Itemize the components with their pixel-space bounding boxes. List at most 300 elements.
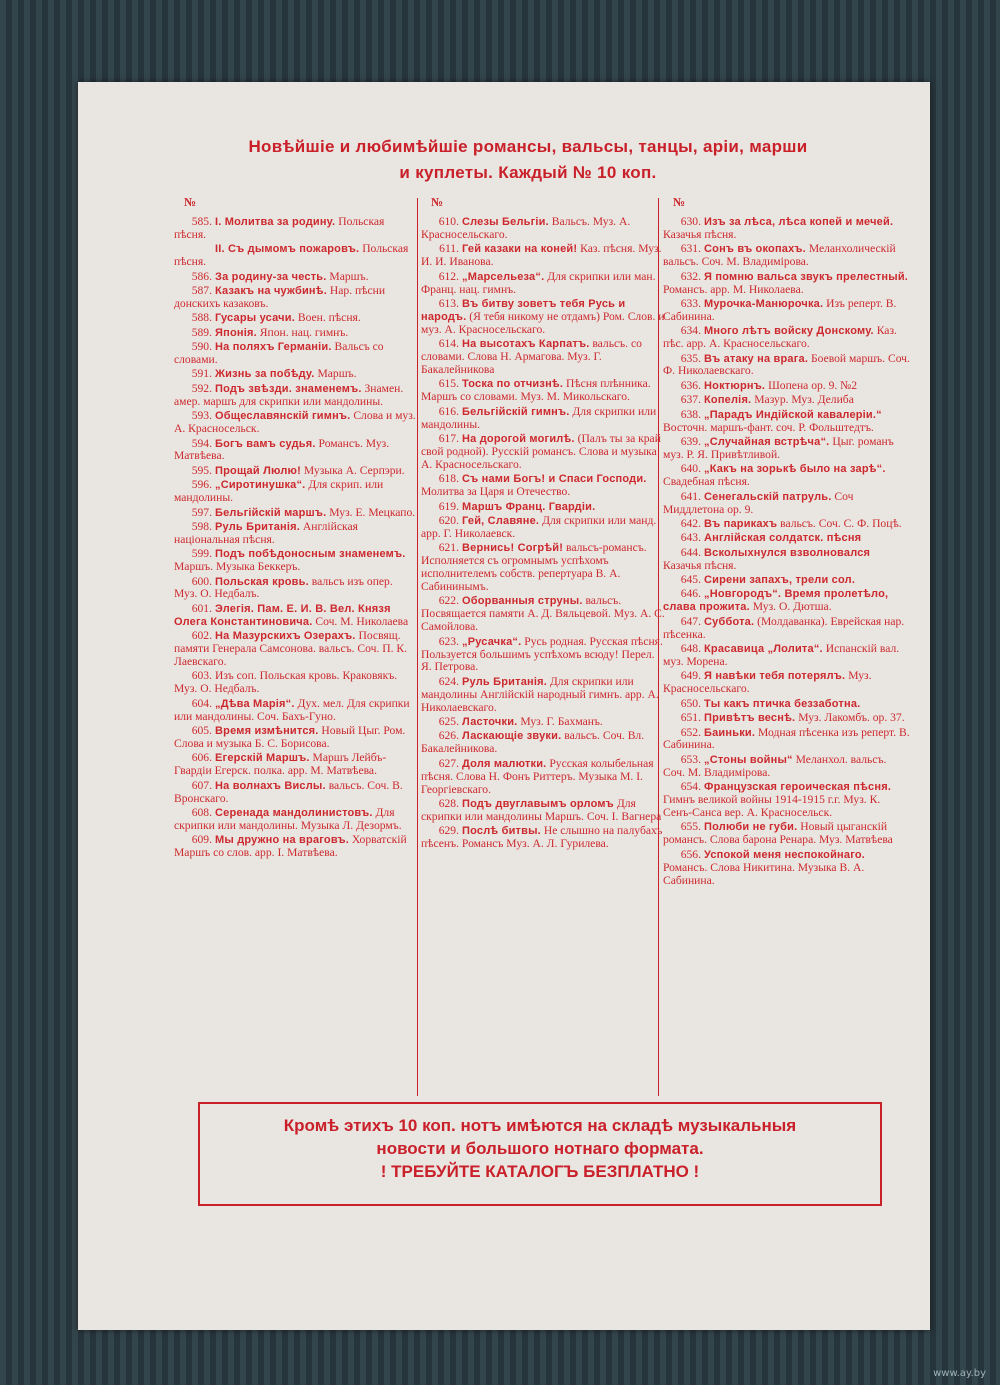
entry-number: 648. (680, 642, 701, 656)
entry-title: Я навѣки тебя потерялъ. (704, 670, 846, 683)
entry-number: 627. (438, 756, 459, 770)
entry-number: 594. (191, 436, 212, 450)
entry-number: 645. (680, 573, 701, 587)
entry-description: (Палъ ты за край свой родной). Русскiй романсъ. Слова и музыка А. Красносельскаго. (421, 432, 661, 471)
entry-description: Новый цыганскiй романсъ. Слова барона Ренара. Муз. Матвѣева (663, 820, 893, 847)
entry-number: 616. (438, 404, 459, 418)
entry-title: Въ атаку на врага. (704, 352, 809, 365)
entry-title: Серенада мандолинистовъ. (215, 806, 373, 819)
catalog-entry (174, 576, 416, 602)
catalog-entry (663, 271, 911, 297)
entry-description: Для скрипки или мандолины. Музыка Л. Дезормъ. (174, 805, 402, 832)
catalog-entry (174, 548, 416, 574)
entry-description: Для скрип. или мандолины. (174, 478, 384, 505)
entry-number: 647. (680, 614, 701, 628)
entry-title: Тоска по отчизнѣ. (462, 378, 564, 391)
entry-description: Нар. пѣсни донскихъ казаковъ. (174, 284, 386, 310)
entry-title: Суббота. (704, 615, 755, 628)
catalog-sheet (78, 82, 930, 1330)
entry-number: 600. (191, 574, 212, 588)
entry-title: Время измѣнится. (215, 725, 319, 738)
title-line-1: Новѣйшiе и любимѣйшiе романсы, вальсы, танцы, арiи, марши (248, 137, 808, 156)
entry-number: 634. (680, 324, 701, 338)
catalog-entry (663, 754, 911, 780)
entry-number: 592. (191, 381, 212, 395)
entry-title: На волнахъ Вислы. (215, 779, 326, 792)
entry-title: „Стоны войны“ (704, 753, 793, 766)
entry-description: Англiйская нацiональная пѣсня. (174, 519, 358, 546)
entry-description: Казачья пѣсня. (663, 227, 737, 241)
catalog-entry (421, 730, 665, 756)
entry-title: Послѣ битвы. (462, 825, 541, 838)
entry-number: 597. (191, 505, 212, 519)
entry-description: Соч Миддлетона ор. 9. (663, 489, 854, 516)
entry-title: Ласточки. (462, 716, 518, 729)
entry-title: Въ битву зоветъ тебя Русь и народъ. (421, 297, 626, 323)
entry-description: Русь родная. Русская пѣсня. Пользуется большимъ успѣхомъ всюду! Перел. Я. Петрова. (421, 634, 663, 674)
entry-number: 654. (680, 780, 701, 794)
entry-title: Гей казаки на коней! (462, 243, 578, 256)
catalog-entry (663, 588, 911, 614)
catalog-entry (174, 725, 416, 751)
catalog-entry (174, 383, 416, 409)
catalog-entry (174, 479, 416, 505)
catalog-entry (663, 380, 911, 393)
entry-title: „Парадъ Индiйской кавалерiи.“ (704, 408, 882, 421)
catalog-entry (663, 409, 911, 435)
entry-number: 585. (191, 215, 212, 228)
page-title (218, 134, 838, 186)
entry-number: 589. (191, 325, 212, 339)
entry-description: Романсъ. Слова Никитина. Музыка В. А. Сабинина. (663, 860, 865, 887)
entry-number: 598. (191, 519, 212, 533)
entry-number: 603. (191, 669, 212, 683)
entry-description: Япон. нац. гимнъ. (259, 325, 349, 339)
entry-title: Французская героическая пѣсня. (704, 781, 892, 794)
catalog-entry (421, 798, 665, 824)
catalog-entry (663, 547, 911, 573)
entry-number: 643. (680, 531, 701, 545)
entry-description: Гимнъ великой войны 1914-1915 г.г. Муз. К. Сенъ-Санса вер. А. Красносельск. (663, 793, 881, 819)
catalog-column-2 (421, 196, 665, 853)
column-header: № (431, 195, 444, 209)
entry-title: Ласкающiе звуки. (462, 730, 562, 743)
entry-number: 622. (438, 594, 459, 608)
entry-description: Пѣсня плѣнника. Маршъ со словами. Муз. М. Микольскаго. (421, 377, 651, 404)
entry-description: Для скрипки или мандолины. (421, 404, 657, 431)
catalog-entry (663, 670, 911, 696)
catalog-entry (421, 473, 665, 499)
entry-title: Ноктюрнъ. (704, 379, 766, 392)
entry-title: Съ нами Богъ! и Спаси Господи. (462, 473, 647, 486)
catalog-entry (421, 338, 665, 377)
entry-number: 626. (438, 729, 459, 743)
catalog-entry (174, 603, 416, 629)
entry-description: Муз. Е. Мецкапо. (329, 505, 416, 519)
entry-number: 601. (191, 601, 212, 615)
entry-title: „Дѣва Марiя“. (215, 697, 295, 710)
catalog-entry (174, 271, 416, 284)
entry-description: вальсъ. со словами. Слова Н. Армагова. Муз. Г. Бакалейникова (421, 337, 642, 376)
catalog-entry (663, 712, 911, 725)
entry-title: Успокой меня неспокойнаго. (704, 848, 866, 861)
entry-number: 617. (438, 432, 459, 445)
entry-number: 656. (680, 847, 701, 861)
entry-number: 586. (191, 269, 212, 283)
catalog-entry (174, 521, 416, 547)
catalog-entry (663, 353, 911, 379)
entry-title: „Русачка“. (462, 635, 522, 648)
entry-number: 607. (191, 778, 212, 792)
entry-description: Изъ соп. Польская кровь. Краковякъ. Муз. О. Недбалъ. (174, 669, 398, 696)
entry-number: 613. (438, 296, 459, 310)
catalog-entry (174, 807, 416, 833)
entry-number: 587. (191, 284, 212, 298)
catalog-entry (663, 727, 911, 753)
entry-number: 640. (680, 462, 701, 476)
entry-description: Не слышно на палубахъ пѣсенъ. Романсъ Муз. А. Л. Гурилева. (421, 824, 663, 851)
entry-number: 635. (680, 351, 701, 365)
entry-title: Сирени запахъ, трели сол. (704, 574, 856, 587)
entry-title: Копелiя. (704, 394, 752, 407)
catalog-entry (421, 501, 665, 514)
catalog-column-1 (174, 196, 416, 862)
entry-number: 619. (438, 499, 459, 513)
entry-title: II. Съ дымомъ пожаровъ. (215, 243, 360, 256)
entry-number: 646. (680, 587, 701, 601)
catalog-entry (421, 595, 665, 634)
catalog-entry (174, 216, 416, 242)
entry-description: Меланхолическiй вальсъ. Соч. М. Владимiрова. (663, 242, 896, 269)
catalog-entry (663, 518, 911, 531)
entry-number: 633. (680, 296, 701, 310)
entry-number: 624. (438, 674, 459, 688)
entry-number: 644. (680, 545, 701, 559)
entry-number: 591. (191, 367, 212, 381)
entry-number: 636. (680, 378, 701, 392)
entry-title: Доля малютки. (462, 757, 547, 770)
catalog-entry (663, 698, 911, 711)
entry-title: Вернись! Согрѣй! (462, 542, 564, 555)
catalog-entry (174, 368, 416, 381)
entry-number: 599. (191, 547, 212, 561)
catalog-entry (421, 271, 665, 297)
entry-description: Модная пѣсенка изъ реперт. В. Сабинина. (663, 725, 910, 752)
catalog-entry (174, 410, 416, 436)
entry-number: 606. (191, 751, 212, 765)
catalog-entry (421, 758, 665, 797)
entry-number: 630. (680, 215, 701, 228)
entry-description: Муз. Лакомбъ. ор. 37. (798, 711, 905, 725)
entry-title: На Мазурскихъ Озерахъ. (215, 630, 356, 643)
entry-description: вальсъ. Посвящается памяти А. Д. Вяльцевой. Муз. А. С. Самойлова. (421, 594, 665, 634)
catalog-entry (174, 312, 416, 325)
catalog-entry (421, 378, 665, 404)
entry-title: Много лѣтъ войску Донскому. (704, 325, 874, 338)
entry-number: 631. (680, 242, 701, 256)
catalog-entry (663, 463, 911, 489)
entry-description: Русская колыбельная пѣсня. Слова Н. Фонъ Риттеръ. Музыка М. I. Георгiевскаго. (421, 756, 654, 796)
entry-description: Воен. пѣсня. (297, 311, 361, 325)
entry-number: 588. (191, 311, 212, 325)
catalog-entry (663, 298, 911, 324)
entry-title: „Марсельеза“. (462, 270, 545, 283)
entry-number: 637. (680, 393, 701, 407)
entry-number: 639. (680, 435, 701, 448)
entry-title: Мурочка-Манюрочка. (704, 297, 824, 310)
entry-title: Всколыхнулся взволновался (704, 546, 871, 559)
entry-description: Посвящ. памяти Генерала Самсонова. вальсъ. Соч. П. К. Лаевскаго. (174, 629, 408, 668)
catalog-entry (421, 406, 665, 432)
catalog-entry (174, 698, 416, 724)
entry-description: Испанскiй вал. муз. Морена. (663, 642, 900, 668)
footer-notice (198, 1102, 882, 1206)
entry-number: 609. (191, 833, 212, 847)
catalog-entry (421, 636, 665, 675)
catalog-entry (663, 394, 911, 407)
entry-number: 610. (438, 215, 459, 228)
entry-title: Оборванныя струны. (462, 595, 583, 608)
entry-title: Егерскiй Маршъ. (215, 752, 310, 765)
column-divider (417, 198, 418, 1096)
catalog-entry (663, 532, 911, 545)
entry-title: Прощай Люлю! (215, 464, 301, 477)
entry-title: Гей, Славяне. (462, 514, 540, 527)
entry-title: Бельгiйскiй маршъ. (215, 506, 327, 519)
entry-title: Богъ вамъ судья. (215, 437, 316, 450)
entry-title: Общеславянскiй гимнъ. (215, 410, 351, 423)
entry-number: 652. (680, 725, 701, 739)
catalog-entry (174, 752, 416, 778)
entry-description: вальсъ-романсъ. Исполняется съ огромнымъ успѣхомъ исполнителемъ собств. репертуара В. А. Сабининымъ. (421, 541, 647, 593)
entry-number: 612. (438, 269, 459, 283)
entry-number: 605. (191, 724, 212, 738)
entry-number: 615. (438, 377, 459, 391)
entry-title: На высотахъ Карпатъ. (462, 338, 590, 351)
entry-description: вальсъ. Соч. С. Ф. Поцѣ. (780, 516, 902, 530)
entry-number: 638. (680, 407, 701, 421)
entry-description: Слова и муз. А. Красносельск. (174, 409, 416, 436)
entry-description: Муз. Г. Бахманъ. (520, 715, 603, 729)
entry-title: „Новгородъ“. Время пролетѣло, слава прожита. (663, 588, 889, 614)
entry-description: Мазур. Муз. Делиба (754, 393, 854, 407)
footer-line-2: новости и большого нотнаго формата. (376, 1139, 704, 1158)
catalog-entry (421, 542, 665, 594)
entry-number: 625. (438, 715, 459, 729)
entry-title: Мы дружно на враговъ. (215, 834, 349, 847)
entry-number: 655. (680, 820, 701, 834)
catalog-entry (663, 491, 911, 517)
entry-description: (Молдаванка). Еврейская нар. пѣсенка. (663, 614, 905, 641)
catalog-entry (421, 298, 665, 337)
entry-title: На дорогой могилѣ. (462, 433, 575, 445)
entry-number: 642. (680, 516, 701, 530)
catalog-entry (663, 643, 911, 669)
entry-description: Польская пѣсня. (174, 215, 385, 241)
catalog-column-3 (663, 196, 911, 889)
catalog-entry (421, 825, 665, 851)
catalog-entry (663, 243, 911, 269)
entry-title: Подъ побѣдоносным знаменемъ. (215, 548, 406, 561)
entry-title: Подъ двуглавымъ орломъ (462, 797, 614, 810)
entry-number: 653. (680, 752, 701, 766)
entry-description: Маршъ. (329, 269, 369, 283)
entry-number: 649. (680, 669, 701, 683)
entry-title: Красавица „Лолита“. (704, 643, 823, 656)
entry-number: 618. (438, 472, 459, 486)
entry-description: Романсъ. Муз. Матвѣева. (174, 436, 390, 463)
entry-description: Изъ реперт. В. Сабинина. (663, 296, 897, 323)
catalog-entry (421, 676, 665, 715)
catalog-entry (663, 574, 911, 587)
entry-number: 651. (680, 711, 701, 725)
entry-description: вальсъ. Соч. В. Вронскаго. (174, 778, 403, 805)
entry-description: Новый Цыг. Ром. Слова и музыка Б. С. Борисова. (174, 724, 406, 750)
entry-number: 628. (438, 796, 459, 810)
entry-number: 596. (191, 478, 212, 492)
entry-description: Музыка А. Серпэри. (303, 463, 405, 477)
entry-title: Сонъ въ окопахъ. (704, 243, 806, 256)
entry-description: (Я тебя никому не отдамъ) Ром. Слов. и муз. А. Красносельскаго. (421, 309, 665, 336)
watermark: www.ay.by (933, 1368, 986, 1379)
catalog-entry (421, 433, 665, 472)
catalog-entry (663, 325, 911, 351)
entry-title: Полюби не губи. (704, 821, 798, 834)
entry-title: I. Молитва за родину. (215, 216, 336, 228)
entry-title: „Случайная встрѣча“. (704, 436, 830, 448)
entry-number: 604. (191, 696, 212, 710)
catalog-entry (421, 216, 665, 242)
catalog-entry (663, 436, 911, 462)
entry-description: Свадебная пѣсня. (663, 475, 750, 489)
entry-number: 623. (438, 634, 459, 648)
entry-title: На поляхъ Германiи. (215, 341, 332, 354)
entry-description: Восточн. маршъ-фант. соч. Р. Фольштедтъ. (663, 420, 874, 434)
catalog-entry (174, 243, 416, 269)
entry-title: Гусары усачи. (215, 312, 295, 325)
catalog-entry (421, 716, 665, 729)
entry-description: Маршъ. Музыка Беккеръ. (174, 560, 301, 574)
entry-description: Меланхол. вальсъ. Соч. М. Владимiрова. (663, 752, 887, 779)
entry-title: Ты какъ птичка беззаботна. (704, 697, 861, 710)
entry-description: Каз. пѣс. арр. А. Красносельскаго. (663, 324, 897, 351)
entry-title: Польская кровь. (215, 575, 309, 588)
entry-title: Сенегальскiй патруль. (704, 490, 832, 503)
entry-title: Подъ звѣзди. знаменемъ. (215, 382, 362, 395)
entry-number: 602. (191, 629, 212, 643)
entry-title: Я помню вальса звукъ прелестный. (704, 270, 909, 283)
entry-description: Маршъ Лейбъ-Гвардiи Егерск. полка. арр. М. Матвѣева. (174, 751, 387, 778)
entry-number: 608. (191, 805, 212, 819)
entry-description: Казачья пѣсня. (663, 558, 737, 572)
catalog-entry (174, 507, 416, 520)
footer-line-1: Кромѣ этихъ 10 коп. нотъ имѣются на складѣ музыкальныя (283, 1116, 797, 1135)
entry-title: Слезы Бельгiи. (462, 216, 549, 228)
catalog-entry (663, 616, 911, 642)
entry-number: 590. (191, 340, 212, 354)
catalog-entry (174, 834, 416, 860)
entry-title: Руль Британiя. (462, 675, 547, 688)
entry-description: Каз. пѣсня. Муз. И. И. Иванова. (421, 242, 662, 269)
entry-description: Дух. мел. Для скрипки или мандолины. Соч. Бахъ-Гуно. (174, 696, 410, 723)
entry-number: 595. (191, 463, 212, 477)
entry-title: Руль Британiя. (215, 520, 300, 533)
entry-description: Для скрипки или мандолины Англiйскiй народный гимнъ. арр. А. Николаевскаго. (421, 674, 659, 714)
entry-title: Маршъ Франц. Гвардiи. (462, 500, 596, 513)
entry-description: Боевой маршъ. Соч. Ф. Николаевскаго. (663, 351, 910, 378)
entry-description: Муз. Красносельскаго. (663, 669, 872, 696)
catalog-entry (663, 849, 911, 888)
entry-title: Англiйская солдатск. пѣсня (704, 532, 862, 545)
entry-description: Для скрипки или манд. арр. Г. Николаевск. (421, 513, 657, 540)
catalog-entry (663, 216, 911, 242)
catalog-entry (174, 285, 416, 311)
catalog-entry (174, 465, 416, 478)
catalog-entry (174, 327, 416, 340)
title-line-2: и куплеты. Каждый № 10 коп. (399, 163, 657, 182)
entry-title: Баиньки. (704, 726, 756, 739)
entry-number: 621. (438, 541, 459, 555)
column-header: № (673, 195, 686, 209)
catalog-entry (174, 341, 416, 367)
entry-title: Казакъ на чужбинѣ. (215, 285, 327, 298)
entry-description: Вальсъ. Муз. А. Красносельскаго. (421, 215, 631, 241)
entry-title: Изъ за лѣса, лѣса копей и мечей. (704, 216, 894, 228)
catalog-entry (421, 515, 665, 541)
catalog-entry (174, 630, 416, 669)
entry-description: Вальсъ со словами. (174, 340, 384, 367)
entry-title: „Сиротинушка“. (215, 479, 306, 492)
entry-number: 620. (438, 513, 459, 527)
entry-title: Въ парикахъ (704, 517, 778, 530)
entry-description: Муз. О. Дютша. (752, 600, 832, 614)
catalog-entry (174, 438, 416, 464)
entry-description: Для скрипки или ман. Франц. нац. гимнъ. (421, 269, 656, 296)
entry-description: Соч. М. Николаева (315, 614, 409, 628)
entry-number: 614. (438, 337, 459, 351)
entry-title: За родину-за честь. (215, 270, 327, 283)
catalog-entry (663, 821, 911, 847)
entry-description: Для скрипки или мандолины Маршъ. Соч. I. Вагнера (421, 796, 662, 823)
entry-description: Романсъ. арр. М. Николаева. (663, 282, 804, 296)
entry-title: „Какъ на зорькѣ было на зарѣ“. (704, 463, 886, 476)
entry-description: Хорватскiй Маршъ со слов. арр. I. Матвѣева. (174, 833, 407, 860)
entry-title: Бельгiйскiй гимнъ. (462, 405, 570, 418)
entry-description: Польская пѣсня. (174, 242, 409, 269)
entry-number: 632. (680, 269, 701, 283)
entry-number: 611. (439, 242, 459, 256)
footer-line-3: ! ТРЕБУЙТЕ КАТАЛОГЪ БЕЗПЛАТНО ! (380, 1162, 700, 1181)
entry-number: 641. (680, 489, 701, 503)
entry-title: Жизнь за побѣду. (215, 368, 315, 381)
entry-title: Привѣтъ веснѣ. (704, 712, 796, 725)
entry-description: Маршъ. (317, 367, 357, 381)
catalog-entry (174, 670, 416, 696)
entry-number: 650. (680, 696, 701, 710)
entry-description: вальсъ. Соч. Вл. Бакалейникова. (421, 729, 645, 756)
entry-description: Молитва за Царя и Отечество. (421, 485, 571, 499)
entry-description: вальсъ изъ опер. Муз. О. Недбалъ. (174, 574, 393, 601)
catalog-entry (174, 780, 416, 806)
entry-number: 629. (438, 824, 459, 838)
entry-description: Цыг. романъ муз. Р. Я. Привѣтливой. (663, 435, 894, 461)
entry-description: Шопена ор. 9. №2 (768, 378, 858, 392)
catalog-entry (663, 781, 911, 820)
entry-description: Знамен. амер. маршъ для скрипки или мандолины. (174, 381, 404, 408)
column-header: № (184, 195, 197, 209)
entry-number: 593. (191, 409, 212, 423)
entry-title: Японiя. (215, 326, 257, 339)
